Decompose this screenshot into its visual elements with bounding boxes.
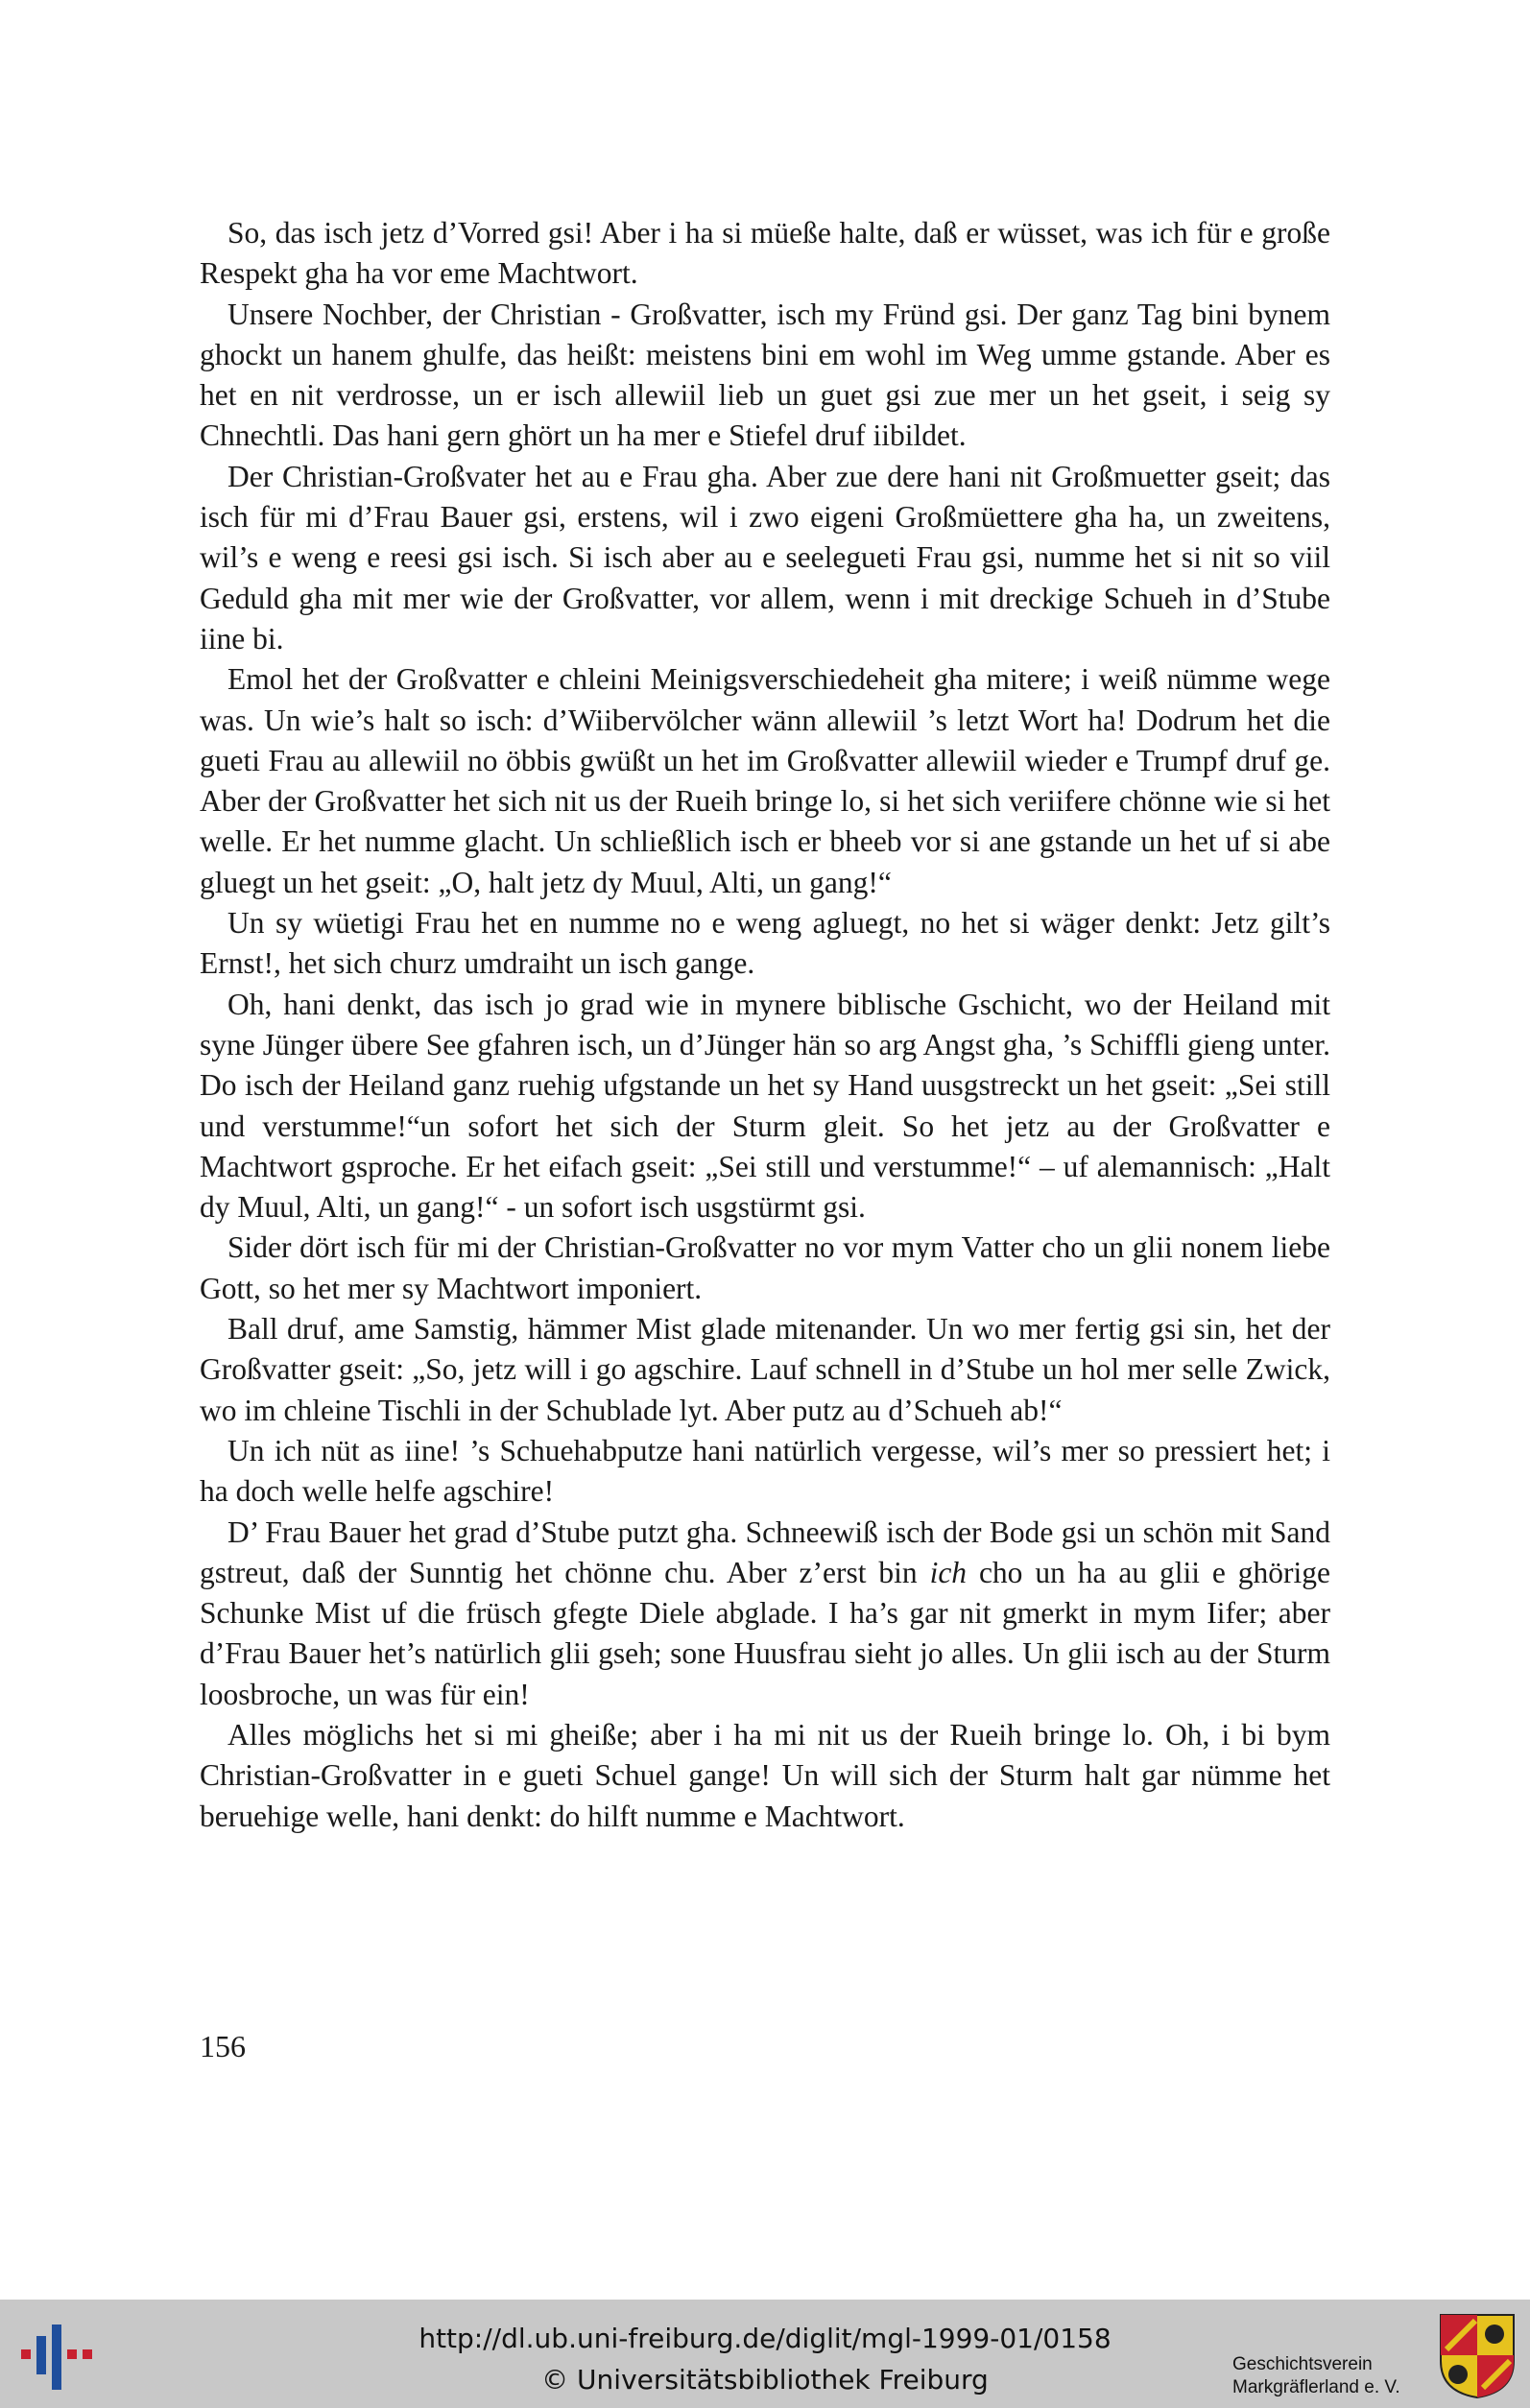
footer-bar [0,2300,1530,2408]
paragraph: Der Christian-Großvater het au e Frau gha. Aber zue dere hani nit Großmuetter gseit; das isch für mi d’Frau Bauer gsi, erstens, wil i zwo eigeni Großmüettere gha ha, un zweitens, wil’s e weng e reesi gsi isch. Si isch aber au e seelegueti Frau gsi, numme het si nit so viil Geduld gha mit mer wie der Großvatter, vor allem, wenn i mit dreckige Schueh in d’Stube iine bi. [200,459,1330,656]
paragraph: Un ich nüt as iine! ’s Schuehabputze hani natürlich vergesse, wil’s mer so pressiert het; i ha doch welle helfe agschire! [200,1433,1330,1509]
paragraph: Un sy wüetigi Frau het en numme no e weng agluegt, no het si wäger denkt: Jetz gilt’s Ernst!, het sich churz umdraiht un isch gange. [200,906,1330,981]
society-name-line: Geschichtsverein [1232,2354,1373,2374]
society-name [1232,2353,1424,2399]
footer-url-link[interactable]: http://dl.ub.uni-freiburg.de/diglit/mgl-1999-01/0158 [418,2323,1112,2354]
emphasized-word: ich [929,1555,968,1589]
page-body [200,213,1330,1837]
paragraph: Emol het der Großvatter e chleini Meinigsverschiedeheit gha mitere; i weiß nümme wege was. Un wie’s halt so isch: d’Wiibervölcher wänn allewiil ’s letzt Wort ha! Dodrum het die gueti Frau au allewiil no öbbis gwüßt un het im Großvatter allewiil wieder e Trumpf druf ge. Aber der Großvatter het sich nit us der Rueih bringe lo, si het sich veriifere chönne wie si het welle. Er het numme glacht. Un schließlich isch er bheeb vor si ane gstande un het uf si abe gluegt un het gseit: „O, halt jetz dy Muul, Alti, un gang!“ [200,662,1330,899]
paragraph: Oh, hani denkt, das isch jo grad wie in mynere biblische Gschicht, wo der Heiland mit syne Jünger übere See gfahren isch, un d’Jünger hän so arg Angst gha, ’s Schiffli gieng unter. Do isch der Heiland ganz ruehig ufgstande un het sy Hand uusgstreckt un het gseit: „Sei still und verstumme!“un sofort het sich der Sturm gleit. So het jetz au der Großvatter e Machtwort gsproche. Er het eifach gseit: „Sei still und verstumme!“ – uf alemannisch: „Halt dy Muul, Alti, un gang!“ - un sofort isch usgstürmt gsi. [200,987,1330,1225]
society-name-line: Markgräflerland e. V. [1232,2377,1400,2397]
paragraph: So, das isch jetz d’Vorred gsi! Aber i ha si müeße halte, daß er wüsset, was ich für e große Respekt gha ha vor eme Machtwort. [200,216,1330,291]
paragraph: Sider dört isch für mi der Christian-Großvatter no vor mym Vatter cho un glii nonem liebe Gott, so het mer sy Machtwort imponiert. [200,1230,1330,1305]
markgraeflerland-crest-icon [1437,2311,1518,2399]
paragraph: Unsere Nochber, der Christian - Großvatter, isch my Fründ gsi. Der ganz Tag bini bynem ghockt un hanem ghulfe, das heißt: meistens bini em wohl im Weg umme gstande. Aber es het en nit verdrosse, un er isch allewiil lieb un guet gsi zue mer un het gseit, i seig sy Chnechtli. Das hani gern ghört un ha mer e Stiefel druf iibildet. [200,297,1330,453]
paragraph: Alles möglichs het si mi gheiße; aber i ha mi nit us der Rueih bringe lo. Oh, i bi bym Christian-Großvatter in e gueti Schuel gange! Un will sich der Sturm halt gar nümme het beruehige welle, hani denkt: do hilft numme e Machtwort. [200,1717,1330,1833]
footer-copyright: © Universitätsbibliothek Freiburg [541,2364,989,2396]
paragraph-italic-word: D’ Frau Bauer het grad d’Stube putzt gha. Schneewiß isch der Bode gsi un schön mit Sand gstreut, daß der Sunntig het chönne chu. Aber z’erst bin ich cho un ha au glii e ghörige Schunke Mist uf die früsch gfegte Diele abglade. I ha’s gar nit gmerkt in mym Iifer; aber d’Frau Bauer het’s natürlich glii gseh; sone Huusfrau sieht jo alles. Un glii isch au der Sturm loosbroche, un was für ein! [200,1514,1330,1711]
paragraph: Ball druf, ame Samstig, hämmer Mist glade mitenander. Un wo mer fertig gsi sin, het der Großvatter gseit: „So, jetz will i go agschire. Lauf schnell in d’Stube un hol mer selle Zwick, wo im chleine Tischli in der Schublade lyt. Aber putz au d’Schueh ab!“ [200,1312,1330,1427]
page-number: 156 [200,2029,246,2063]
